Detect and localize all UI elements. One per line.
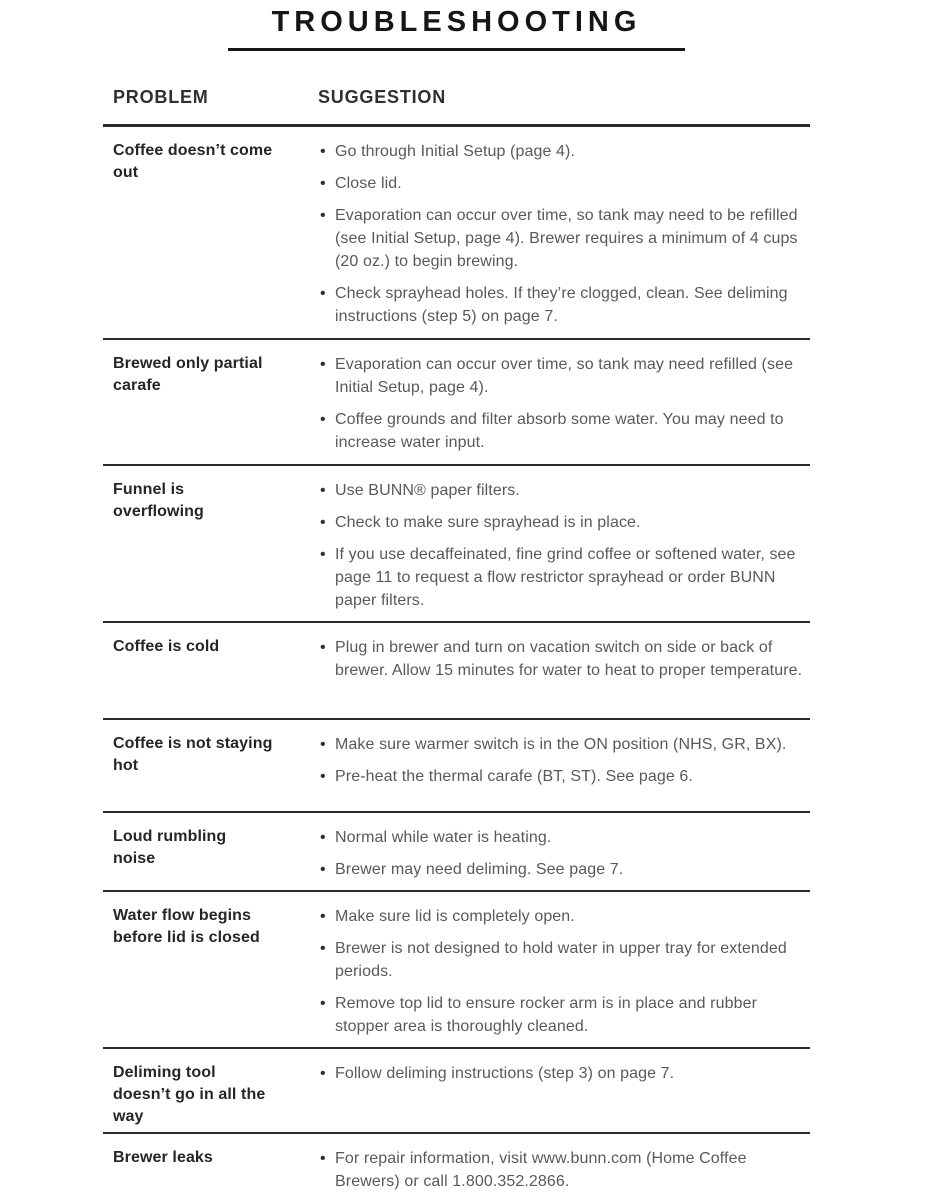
suggestion-item: • Plug in brewer and turn on vacation switch on side or back of brewer. Allow 15 minutes for water to heat to proper temperature. xyxy=(318,636,810,682)
suggestion-item: • Follow deliming instructions (step 3) on page 7. xyxy=(318,1062,810,1085)
suggestion-list xyxy=(318,1049,810,1132)
table-header-row xyxy=(103,87,810,127)
table-row xyxy=(103,338,810,464)
suggestion-item: • Check sprayhead holes. If they’re clogged, clean. See deliming instructions (step 5) on page 7. xyxy=(318,282,810,328)
suggestion-item: • Evaporation can occur over time, so tank may need refilled (see Initial Setup, page 4). xyxy=(318,353,810,399)
suggestion-item: • Pre-heat the thermal carafe (BT, ST). See page 6. xyxy=(318,765,810,788)
table-row xyxy=(103,127,810,338)
table-row xyxy=(103,1132,810,1200)
suggestion-item: • Make sure lid is completely open. xyxy=(318,905,810,928)
suggestion-list xyxy=(318,892,810,1047)
suggestion-item: • Coffee grounds and filter absorb some water. You may need to increase water input. xyxy=(318,408,810,454)
suggestion-item: • Brewer may need deliming. See page 7. xyxy=(318,858,810,881)
suggestion-list xyxy=(318,813,810,890)
column-header-problem: PROBLEM xyxy=(113,87,209,107)
problem-cell: Funnel is overflowing xyxy=(113,481,204,520)
suggestion-item: • Use BUNN® paper filters. xyxy=(318,479,810,502)
table-row xyxy=(103,464,810,621)
problem-cell: Brewed only partial carafe xyxy=(113,355,263,394)
problem-cell: Loud rumbling noise xyxy=(113,828,227,867)
problem-cell: Water flow begins before lid is closed xyxy=(113,907,260,946)
table-row xyxy=(103,718,810,811)
suggestion-item: • Brewer is not designed to hold water in upper tray for extended periods. xyxy=(318,937,810,983)
page-title: TROUBLESHOOTING xyxy=(228,6,686,51)
table-row xyxy=(103,890,810,1047)
title-block xyxy=(103,0,810,51)
problem-cell: Deliming tool doesn’t go in all the way xyxy=(113,1064,266,1125)
suggestion-list xyxy=(318,127,810,338)
troubleshooting-table xyxy=(103,127,810,1200)
page-content xyxy=(103,0,810,1200)
suggestion-item: • Go through Initial Setup (page 4). xyxy=(318,140,810,163)
suggestion-item: • Evaporation can occur over time, so tank may need to be refilled (see Initial Setup, page 4). Brewer requires a minimum of 4 cups (20 oz.) to begin brewing. xyxy=(318,204,810,273)
suggestion-item: • Remove top lid to ensure rocker arm is in place and rubber stopper area is thoroughly cleaned. xyxy=(318,992,810,1038)
suggestion-list xyxy=(318,623,810,718)
problem-cell: Brewer leaks xyxy=(113,1149,213,1166)
suggestion-list xyxy=(318,1134,810,1200)
problem-cell: Coffee is not staying hot xyxy=(113,735,273,774)
suggestion-item: • If you use decaffeinated, fine grind coffee or softened water, see page 11 to request a flow restrictor sprayhead or order BUNN paper filters. xyxy=(318,543,810,612)
suggestion-list xyxy=(318,466,810,621)
table-row xyxy=(103,621,810,718)
suggestion-item: • Check to make sure sprayhead is in place. xyxy=(318,511,810,534)
problem-cell: Coffee is cold xyxy=(113,638,220,655)
suggestion-item: • Normal while water is heating. xyxy=(318,826,810,849)
suggestion-list xyxy=(318,340,810,464)
suggestion-item: • Close lid. xyxy=(318,172,810,195)
suggestion-item: • Make sure warmer switch is in the ON position (NHS, GR, BX). xyxy=(318,733,810,756)
column-header-suggestion: SUGGESTION xyxy=(318,87,447,107)
table-row xyxy=(103,1047,810,1132)
table-row xyxy=(103,811,810,890)
problem-cell: Coffee doesn’t come out xyxy=(113,142,273,181)
suggestion-item: • For repair information, visit www.bunn.com (Home Coffee Brewers) or call 1.800.352.2866. xyxy=(318,1147,810,1193)
suggestion-list xyxy=(318,720,810,811)
